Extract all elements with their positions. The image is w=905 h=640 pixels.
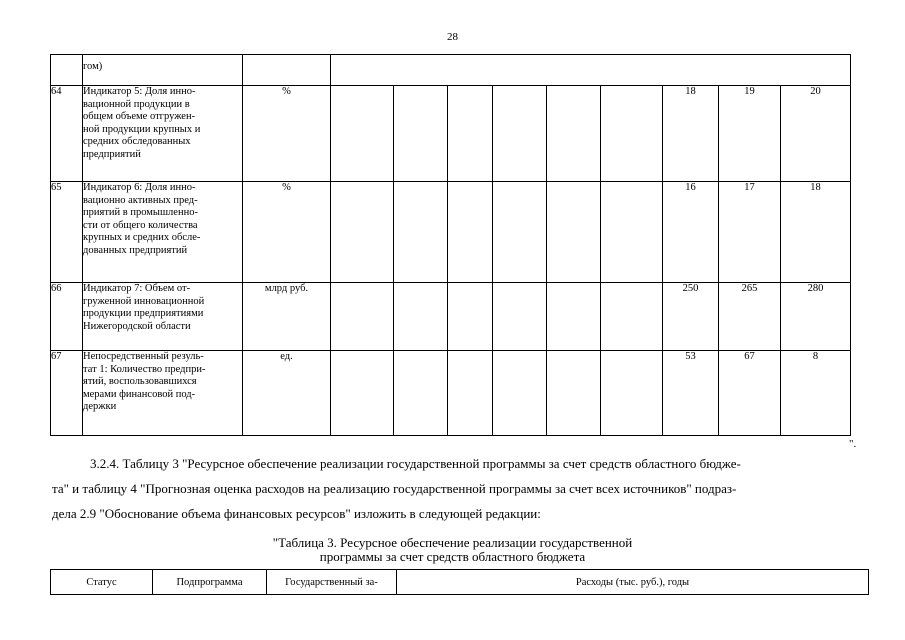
cell-value: 18 [781,182,851,283]
cell-name: Индикатор 6: Доля инно- вационно активных пред- приятий в промышленно- сти от общего количества крупных и средних обсле- дованных предприятий [83,182,243,283]
cell-value: 265 [719,283,781,351]
cell-value: 8 [781,351,851,436]
page-number: 28 [447,31,458,43]
cell-name: Индикатор 7: Объем от- груженной инновационной продукции предприятиями Нижегородской области [83,283,243,351]
table3-header [50,569,869,595]
header-subprogram: Подпрограмма [153,570,267,595]
table-row [51,182,851,283]
cell-unit: млрд руб. [243,283,331,351]
table3-title-line: программы за счет средств областного бюджета [319,549,586,564]
paragraph-line: дела 2.9 "Обоснование объема финансовых ресурсов" изложить в следующей редакции: [52,506,541,521]
paragraph-line: та" и таблицу 4 "Прогнозная оценка расходов на реализацию государственной программы за счет всех источников" подраз- [52,481,737,496]
cell-value: 18 [663,86,719,182]
cell-value: 67 [719,351,781,436]
cell-num: 66 [51,283,83,351]
cell-num: 67 [51,351,83,436]
cell-value: 16 [663,182,719,283]
table-row-continuation [51,55,851,86]
table3-title [0,536,905,564]
header-status: Статус [51,570,153,595]
table-header-row [51,570,869,595]
table3-title-line: "Таблица 3. Ресурсное обеспечение реализации государственной [272,535,633,550]
table-row [51,86,851,182]
header-state-customer: Государственный за- [267,570,397,595]
end-quote: ". [849,438,857,450]
cell-value: 17 [719,182,781,283]
cell-name: Непосредственный резуль- тат 1: Количество предпри- ятий, воспользовавшихся мерами финансовой под- держки [83,351,243,436]
cell-value: 250 [663,283,719,351]
cell-value: 20 [781,86,851,182]
cell-value: 280 [781,283,851,351]
cell-value: 53 [663,351,719,436]
table-row [51,351,851,436]
paragraph-line: 3.2.4. Таблицу 3 "Ресурсное обеспечение реализации государственной программы за счет средств областного бюдже- [90,456,741,471]
cell-value: 19 [719,86,781,182]
table-row [51,283,851,351]
header-expenses: Расходы (тыс. руб.), годы [397,570,869,595]
cell-name: гом) [83,55,243,86]
indicators-table [50,54,851,436]
cell-num: 64 [51,86,83,182]
amendment-paragraph [52,451,852,526]
cell-unit: % [243,182,331,283]
cell-unit: ед. [243,351,331,436]
cell-name: Индикатор 5: Доля инно- вационной продукции в общем объеме отгружен- ной продукции крупных и средних обследованных предприятий [83,86,243,182]
cell-num: 65 [51,182,83,283]
cell-unit: % [243,86,331,182]
